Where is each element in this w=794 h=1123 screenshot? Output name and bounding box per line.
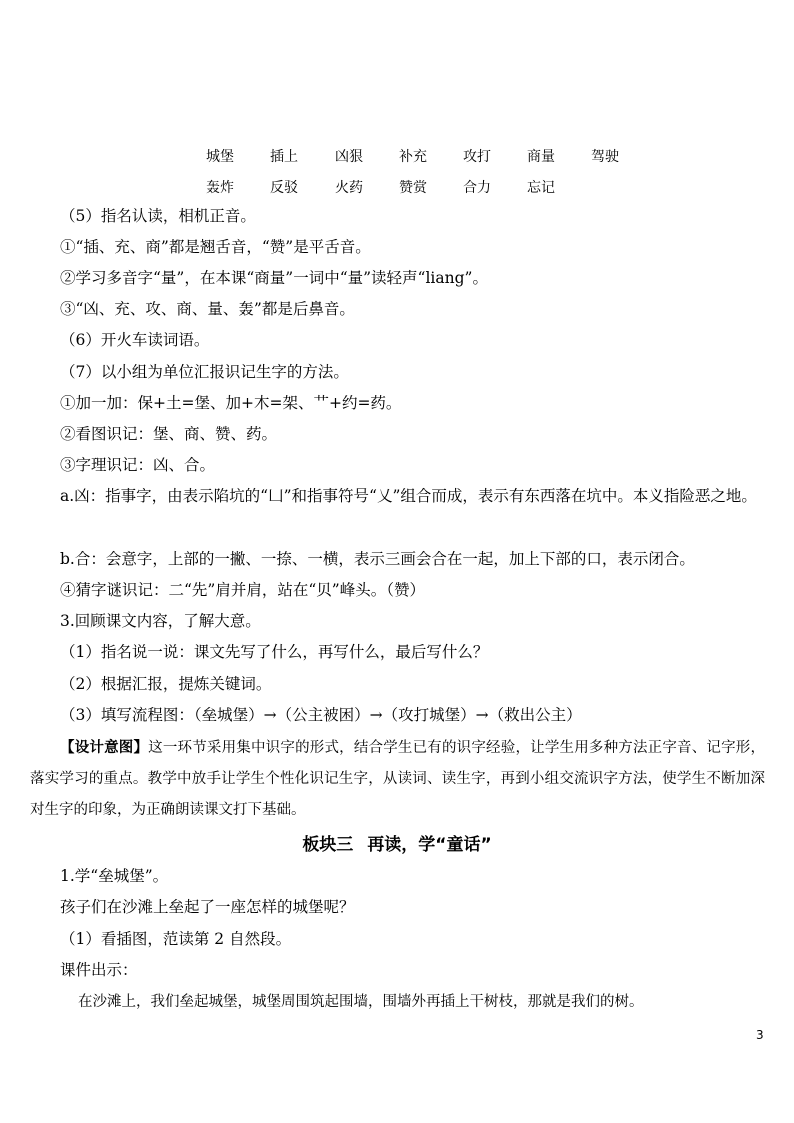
section-label: 板块三: [302, 835, 354, 855]
step-line: 孩子们在沙滩上垒起了一座怎样的城堡呢？: [60, 898, 355, 916]
step-line: （1）指名说一说：课文先写了什么，再写什么，最后写什么？: [60, 643, 489, 661]
vocab-word: 补充: [399, 149, 427, 165]
step-line: 课件出示：: [60, 961, 138, 979]
design-intent-tag: 【设计意图】: [60, 740, 149, 756]
step-line: ①“插、充、商”都是翘舌音，“赞”是平舌音。: [60, 238, 371, 256]
vocab-word: 轰炸: [206, 180, 234, 196]
vocab-word: 城堡: [206, 149, 234, 165]
vocab-word: 凶狠: [335, 149, 363, 165]
step-line: ①加一加：保+土=堡、加+木=架、艹+约=药。: [60, 394, 402, 412]
flowchart-line: （3）填写流程图：（垒城堡）→（公主被困）→（攻打城堡）→（救出公主）: [60, 706, 582, 724]
step-line: ③字理识记：凶、合。: [60, 456, 216, 474]
page-number: 3: [756, 1028, 764, 1042]
design-intent-text: 这一环节采用集中识字的形式，结合学生已有的识字经验，让学生用多种方法正字音、记字形，落实学习的重点。教学中放手让学生个性化识记生字，从读词、读生字，再到小组交流识字方法，使学生不断加深对生字的印象，为正确朗读课文打下基础。: [30, 740, 766, 818]
step-line: ②学习多音字“量”，在本课“商量”一词中“量”读轻声“liang”。: [60, 269, 488, 287]
step-line: （6）开火车读词语。: [60, 331, 210, 349]
step-line: b.合：会意字，上部的一撇、一捺、一横，表示三画会合在一起，加上下部的口，表示闭合。: [60, 550, 695, 568]
step-line: ④猜字谜识记：二“先”肩并肩，站在“贝”峰头。（赞）: [60, 581, 425, 599]
vocab-word: 攻打: [463, 149, 491, 165]
vocab-word: 合力: [463, 180, 491, 196]
step-line: 1.学“垒城堡”。: [60, 867, 169, 885]
vocab-word: 忘记: [527, 180, 555, 196]
vocab-word: 反驳: [270, 180, 298, 196]
design-intent-paragraph: [30, 733, 765, 826]
vocab-word: 驾驶: [591, 149, 619, 165]
vocab-word: 火药: [335, 180, 363, 196]
vocab-word: 赞赏: [399, 180, 427, 196]
step-line: ②看图识记：堡、商、赞、药。: [60, 425, 278, 443]
courseware-quote: 在沙滩上，我们垒起城堡，城堡周围筑起围墙，围墙外再插上干树枝，那就是我们的树。: [78, 994, 644, 1010]
vocab-word: 商量: [527, 149, 555, 165]
explanation-paragraph-a: a.凶：指事字，由表示陷坑的“凵”和指事符号“乂”组合而成，表示有东西落在坑中。本义指险恶之地。: [60, 487, 757, 505]
step-line: （7）以小组为单位汇报识记生字的方法。: [60, 363, 349, 381]
step-line: （2）根据汇报，提炼关键词。: [60, 675, 272, 693]
step-line: 3.回顾课文内容，了解大意。: [60, 612, 261, 630]
section-heading: [0, 830, 794, 855]
step-line: （1）看插图，范读第 2 自然段。: [60, 930, 292, 948]
step-line: （5）指名认读，相机正音。: [60, 207, 256, 225]
section-title: 再读，学“童话”: [367, 835, 492, 855]
vocab-word: 插上: [270, 149, 298, 165]
step-line: ③“凶、充、攻、商、量、轰”都是后鼻音。: [60, 300, 355, 318]
